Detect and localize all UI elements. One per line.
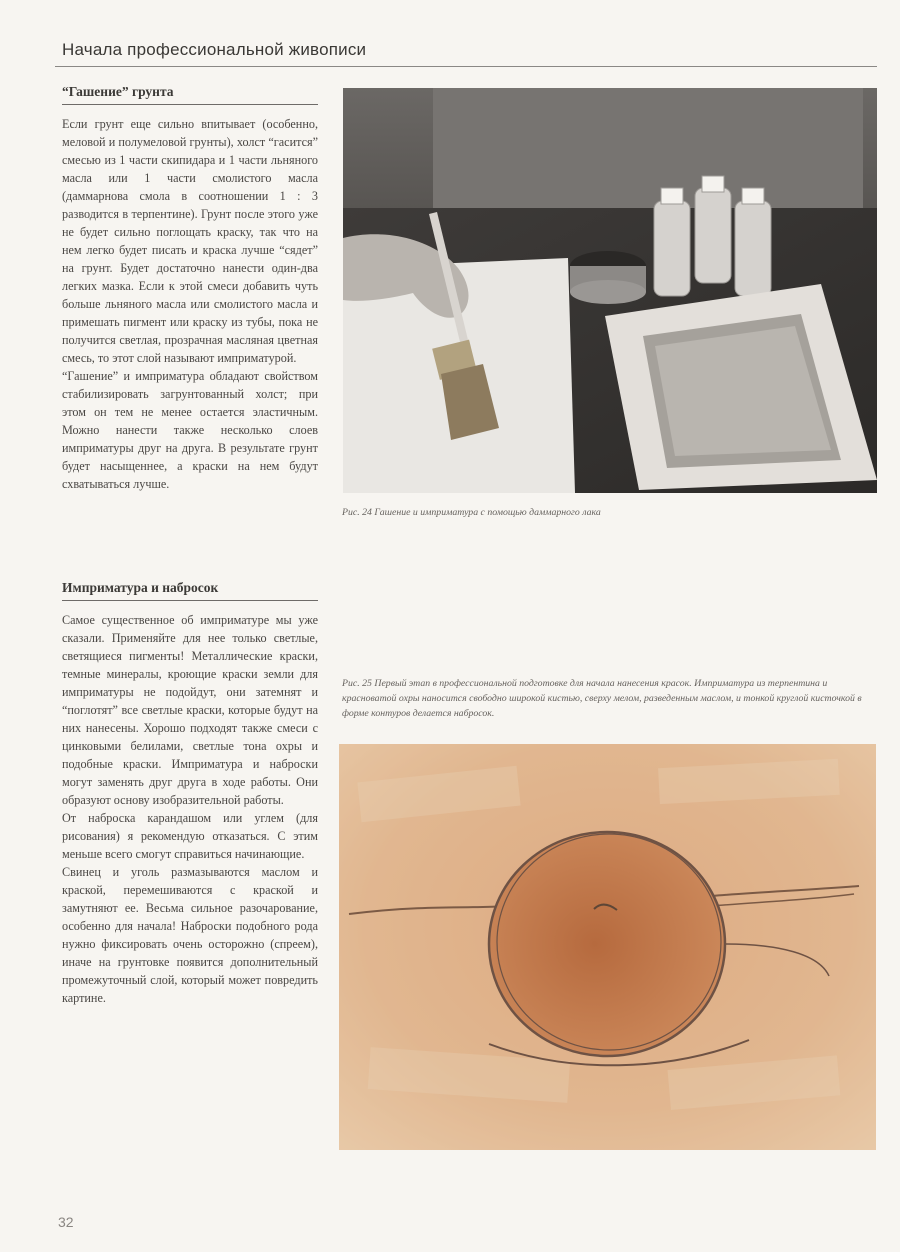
figure-25-caption: Рис. 25 Первый этап в профессиональной подготовке для начала нанесения красок. Имприматура из терпентина и красноватой охры наносится свободно широкой кистью, сверху мелом, разведенным маслом, и тонкой круглой кисточкой в форме контуров делается набросок.	[342, 678, 862, 719]
paragraph: От наброска карандашом или углем (для рисования) я рекомендую отказаться. С этим меньше всего смогут справиться начинающие.	[62, 811, 318, 861]
page-header-title: Начала профессиональной живописи	[62, 40, 367, 59]
figure-24-photo	[343, 88, 877, 493]
section-divider	[62, 104, 318, 105]
paragraph: Свинец и уголь размазываются маслом и краской, перемешиваются с краской и замутняют ее. Весьма сильное разочарование, особенно для начала! Наброски подобного рода нужно фиксировать очень осторожно (спреем), иначе на грунтовке появится дополнительный промежуточный слой, который может повредить картине.	[62, 865, 318, 1005]
section-divider	[62, 600, 318, 601]
page-number: 32	[58, 1214, 74, 1230]
paragraph: Самое существенное об имприматуре мы уже сказали. Применяйте для нее только светлые, светящиеся пигменты! Металлические краски, темные минералы, кроющие краски земли для имприматуры не подойдут, они затемнят и “поглотят” все светлые краски, которые будут на них нанесены. Хорошо подходят также смеси с цинковыми белилами, светлые тона охры и подобные краски. Имприматура и наброски могут заменять друг друга в ходе работы. Они образуют основу изобразительной работы.	[62, 613, 318, 807]
header-divider	[55, 66, 877, 67]
figure-24-caption: Рис. 24 Гашение и имприматура с помощью даммарного лака	[342, 507, 601, 518]
section-body-imprimatura	[62, 611, 318, 1007]
section-heading-gashenie: “Гашение” грунта	[62, 84, 174, 99]
section-body-gashenie	[62, 115, 318, 493]
paragraph: Если грунт еще сильно впитывает (особенно, меловой и полумеловой грунты), холст “гасится” смесью из 1 части скипидара и 1 части льняного масла или 1 части смолистого масла (даммарнова смола в соотношении 1 : 3 разводится в терпентине). Грунт после этого уже не будет сильно поглощать краску, так что на нем легко будет писать и краска лучше “сядет” на грунт. Будет достаточно нанести один-два легких мазка. Если к этой смеси добавить чуть больше льняного масла или смолистого масла и примешать пигмент или краску из тубы, пока не получится светлая, прозрачная масляная цветная смесь, то этот слой называют имприматурой.	[62, 117, 318, 365]
paragraph: “Гашение” и имприматура обладают свойством стабилизировать загрунтованный холст; при этом он тем не менее остается эластичным. Можно нанести также несколько слоев имприматуры друг на друга. В результате грунт будет насыщеннее, а краски на нем будут схватываться лучше.	[62, 369, 318, 491]
figure-25-painting	[339, 744, 876, 1150]
section-heading-imprimatura: Имприматура и набросок	[62, 580, 219, 595]
